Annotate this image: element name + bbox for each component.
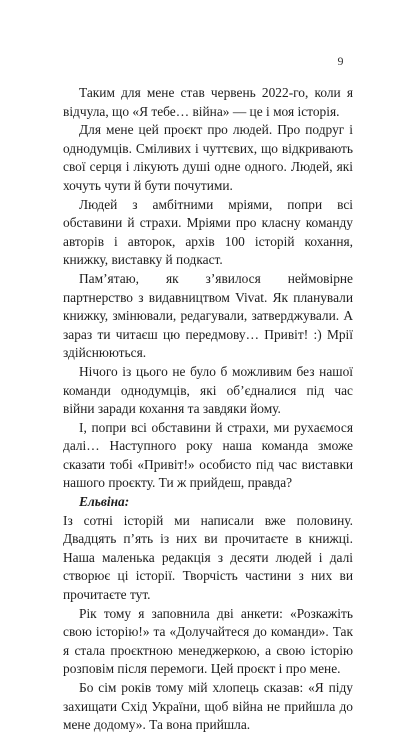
paragraph: Бо сім років тому мій хлопець сказав: «Я піду захищати Схід України, щоб війна не прийшла до мене додому». Та вона прийшла.: [63, 680, 353, 733]
paragraph: І, попри всі обставини й страхи, ми рухаємося далі… Наступного року наша команда зможе сказати тобі «Привіт!» особисто під час виставки нашого проєкту. Ти ж прийдеш, правда?: [63, 419, 353, 491]
section-heading: Ельвіна:: [79, 494, 130, 510]
paragraph: Для мене цей проєкт про людей. Про подруг і однодумців. Сміливих і чуттєвих, що відкривають свої серця і лікують душі одне одного. Людей, які хочуть чути й бути почутими.: [63, 122, 353, 193]
paragraph: Пам’ятаю, як з’явилося неймовірне партнерство з видавництвом Vivat. Як планували книжку, змінювали, редагували, затверджували. А зараз ти читаєш цю передмову… Привіт! :) Мрії здійснюються.: [63, 270, 353, 361]
paragraph: Таким для мене став червень 2022-го, коли я відчула, що «Я тебе… війна» — це і моя історія.: [63, 85, 353, 119]
paragraph: Людей з амбітними мріями, попри всі обставини й страхи. Мріями про класну команду авторів і авторок, архів 100 історій кохання, книжку, виставку й подкаст.: [63, 196, 353, 268]
page-body: [63, 84, 353, 735]
paragraph: Нічого із цього не було б можливим без нашої команди однодумців, які об’єдналися під час війни заради кохання та завдяки йому.: [63, 363, 353, 417]
paragraph: Рік тому я заповнила дві анкети: «Розкажіть свою історію!» та «Долучайтеся до команди». Так я стала проєктною менеджеркою, а свою історію розповім після перемоги. Цей проєкт і про мене.: [63, 605, 353, 677]
paragraph: Із сотні історій ми написали вже половину. Двадцять п’ять із них ви прочитаєте в книжці. Наша маленька редакція з десяти людей і далі створює ці історії. Творчість частини з них ви прочитаєте тут.: [63, 512, 353, 603]
page-number: 9: [337, 54, 344, 68]
